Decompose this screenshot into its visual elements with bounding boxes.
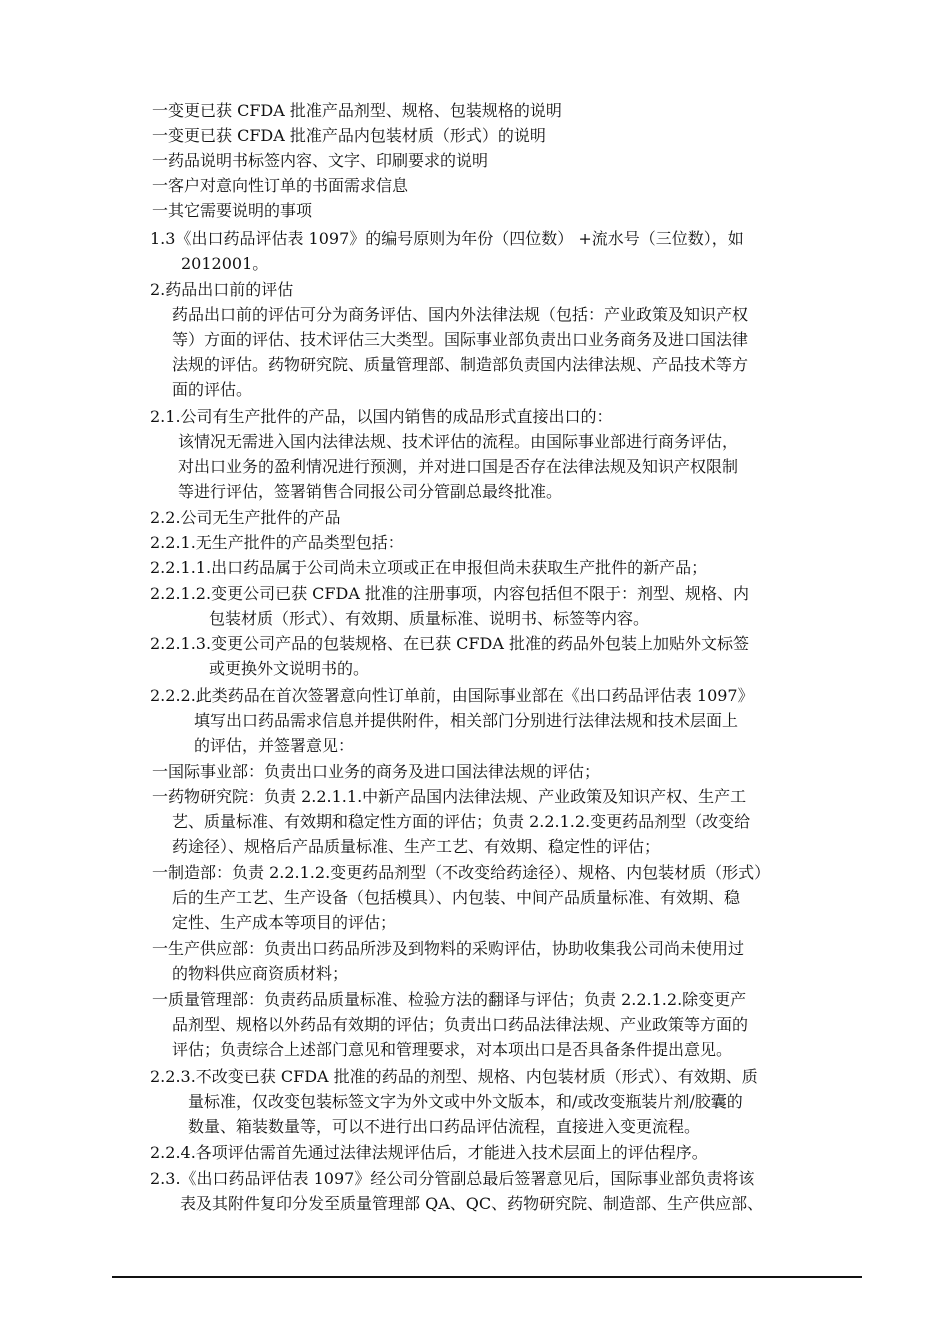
continuation-line: 的物料供应商资质材料； (172, 964, 349, 983)
section-line: 2.2.2.此类药品在首次签署意向性订单前，由国际事业部在《出口药品评估表 1097》 (150, 686, 754, 705)
section-line: 2.2.1.3.变更公司产品的包装规格、在已获 CFDA 批准的药品外包装上加贴外文标签 (150, 634, 749, 653)
bullet-line: 一其它需要说明的事项 (152, 201, 313, 220)
section-line: 2.1.公司有生产批件的产品，以国内销售的成品形式直接出口的： (150, 407, 613, 426)
continuation-line: 品剂型、规格以外药品有效期的评估；负责出口药品法律法规、产业政策等方面的 (172, 1015, 749, 1034)
bullet-line: 一客户对意向性订单的书面需求信息 (152, 176, 409, 195)
paragraph-line: 对出口业务的盈利情况进行预测，并对进口国是否存在法律法规及知识产权限制 (178, 457, 739, 476)
continuation-line: 后的生产工艺、生产设备（包括模具）、内包装、中间产品质量标准、有效期、稳 (172, 888, 741, 907)
bullet-line: 一生产供应部：负责出口药品所涉及到物料的采购评估，协助收集我公司尚未使用过 (152, 939, 745, 958)
continuation-line: 2012001。 (181, 254, 269, 273)
paragraph-line: 法规的评估。药物研究院、质量管理部、制造部负责国内法律法规、产品技术等方 (172, 355, 749, 374)
bullet-line: 一质量管理部：负责药品质量标准、检验方法的翻译与评估；负责 2.2.1.2.除变更产 (152, 990, 747, 1009)
section-line: 2.2.3.不改变已获 CFDA 批准的药品的剂型、规格、内包装材质（形式）、有效期、质 (150, 1067, 758, 1086)
continuation-line: 或更换外文说明书的。 (209, 659, 370, 678)
section-heading: 2.药品出口前的评估 (150, 280, 294, 299)
continuation-line: 包装材质（形式）、有效期、质量标准、说明书、标签等内容。 (209, 609, 650, 628)
continuation-line: 药途径）、规格后产品质量标准、生产工艺、有效期、稳定性的评估； (172, 837, 661, 856)
paragraph-line: 药品出口前的评估可分为商务评估、国内外法律法规（包括：产业政策及知识产权 (172, 305, 749, 324)
section-line: 2.2.1.无生产批件的产品类型包括： (150, 533, 404, 552)
paragraph-line: 等进行评估，签署销售合同报公司分管副总最终批准。 (178, 482, 563, 501)
continuation-line: 定性、生产成本等项目的评估； (172, 913, 397, 932)
paragraph-line: 面的评估。 (172, 380, 253, 399)
continuation-line: 艺、质量标准、有效期和稳定性方面的评估；负责 2.2.1.2.变更药品剂型（改变给 (172, 812, 751, 831)
section-line: 2.2.1.2.变更公司已获 CFDA 批准的注册事项，内容包括但不限于：剂型、规格、内 (150, 584, 749, 603)
continuation-line: 表及其附件复印分发至质量管理部 QA、QC、药物研究院、制造部、生产供应部、 (180, 1194, 764, 1213)
section-line: 2.2.公司无生产批件的产品 (150, 508, 341, 527)
bullet-line: 一制造部：负责 2.2.1.2.变更药品剂型（不改变给药途径）、规格、内包装材质（形式） (152, 863, 771, 882)
bullet-line: 一变更已获 CFDA 批准产品内包装材质（形式）的说明 (152, 126, 546, 145)
section-line: 2.3.《出口药品评估表 1097》经公司分管副总最后签署意见后，国际事业部负责将该 (150, 1169, 755, 1188)
section-line: 2.2.1.1.出口药品属于公司尚未立项或正在申报但尚未获取生产批件的新产品； (150, 558, 708, 577)
continuation-line: 填写出口药品需求信息并提供附件，相关部门分别进行法律法规和技术层面上 (194, 711, 739, 730)
continuation-line: 数量、箱装数量等，可以不进行出口药品评估流程，直接进入变更流程。 (188, 1117, 701, 1136)
section-line: 1.3《出口药品评估表 1097》的编号原则为年份（四位数） +流水号（三位数），如 (150, 229, 744, 248)
bullet-line: 一药品说明书标签内容、文字、印刷要求的说明 (152, 151, 489, 170)
paragraph-line: 该情况无需进入国内法律法规、技术评估的流程。由国际事业部进行商务评估， (178, 432, 739, 451)
continuation-line: 量标准，仅改变包装标签文字为外文或中外文版本，和/或改变瓶装片剂/胶囊的 (188, 1092, 743, 1111)
continuation-line: 的评估，并签署意见： (194, 736, 355, 755)
bullet-line: 一药物研究院：负责 2.2.1.1.中新产品国内法律法规、产业政策及知识产权、生产工 (152, 787, 747, 806)
footer-rule (112, 1276, 862, 1278)
paragraph-line: 等）方面的评估、技术评估三大类型。国际事业部负责出口业务商务及进口国法律 (172, 330, 749, 349)
section-line: 2.2.4.各项评估需首先通过法律法规评估后，才能进入技术层面上的评估程序。 (150, 1143, 708, 1162)
bullet-line: 一国际事业部：负责出口业务的商务及进口国法律法规的评估； (152, 762, 601, 781)
continuation-line: 评估；负责综合上述部门意见和管理要求，对本项出口是否具备条件提出意见。 (172, 1040, 733, 1059)
bullet-line: 一变更已获 CFDA 批准产品剂型、规格、包装规格的说明 (152, 101, 562, 120)
